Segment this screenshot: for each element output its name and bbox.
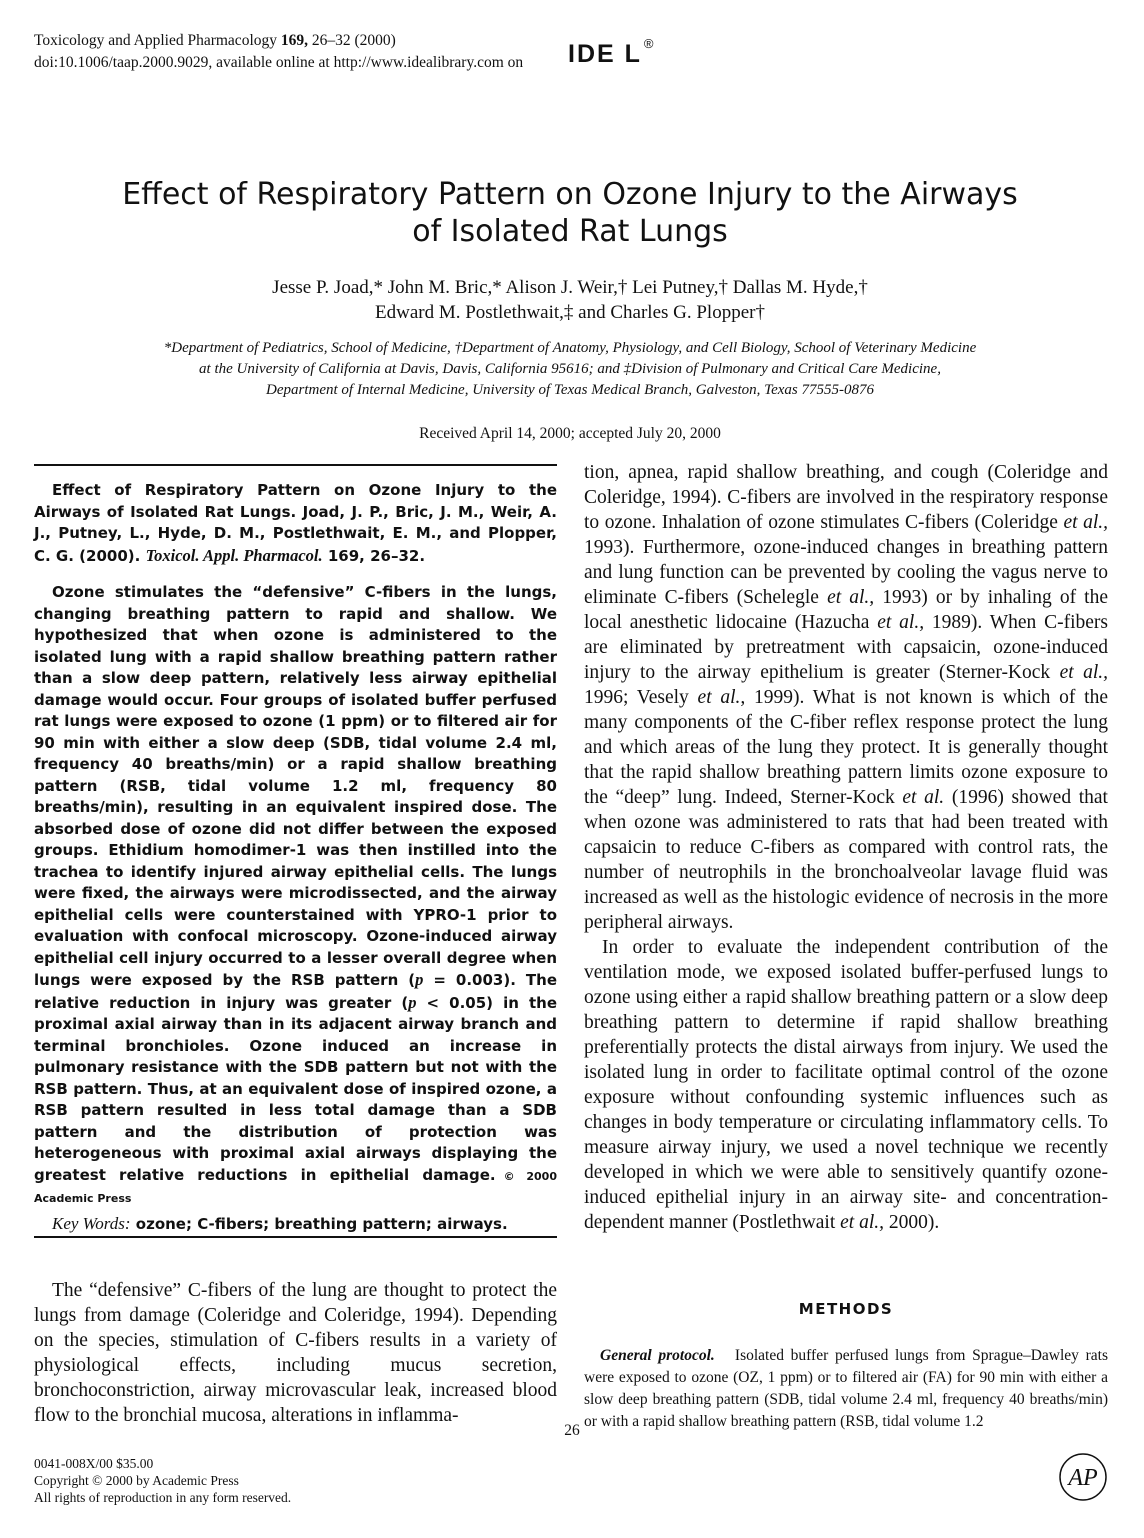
article-title: [60, 176, 1080, 250]
abstract-body-part-3: < 0.05) in the proximal axial airway than in its adjacent airway branch and terminal bronchioles. Ozone induced an increase in pulmonary resistance with the SDB pattern but not with the RSB pattern. Thus, at an equivalent dose of inspired ozone, a RSB pattern resulted in less total damage than a SDB pattern and the distribution of protection was heterogeneous with proximal axial airways displaying the greatest relative reductions in epithelial damage.: [34, 993, 557, 1184]
text-run: 1989). When C-fibers are eliminated by pretreatment with capsaicin, ozone-induced injury to the airway epithelium is greater (Sterner-Kock: [584, 612, 1108, 683]
key-words-label: Key Words:: [52, 1213, 131, 1233]
authors-line-2: Edward M. Postlethwait,‡ and Charles G. Plopper†: [375, 302, 765, 323]
intro-left-column: [34, 1278, 557, 1428]
et-al: et al.,: [1059, 662, 1108, 683]
registered-mark: ®: [643, 36, 656, 51]
received-dates: Received April 14, 2000; accepted July 20, 2000: [419, 425, 721, 442]
affil-line-2: at the University of California at Davis, Davis, California 95616; and ‡Division of Pulmonary and Critical Care Medicine,: [199, 361, 941, 377]
intro-paragraph-continued: [584, 460, 1108, 935]
affil-line-3: Department of Internal Medicine, University of Texas Medical Branch, Galveston, Texas 77555-0876: [266, 382, 874, 398]
abstract-body-part-2: = 0.003). The relative reduction in injury was greater (: [34, 971, 557, 1012]
text-run: 1993). Furthermore, ozone-induced changes in breathing pattern and lung function can be prevented by cooling the vagus nerve to eliminate C-fibers (Schelegle: [584, 537, 1108, 608]
et-al: et al.,: [827, 587, 875, 608]
text-run: 1993) or by inhaling of the local anesthetic lidocaine (Hazucha: [584, 587, 1108, 633]
citation-text: Effect of Respiratory Pattern on Ozone Injury to the Airways of Isolated Rat Lungs. Joad, J. P., Bric, J. M., Weir, A. J., Putney, L., Hyde, D. M., Postlethwait, E. M., and Plopper, C. G. (2000).: [34, 481, 557, 565]
affil-line-1: *Department of Pediatrics, School of Medicine, †Department of Anatomy, Physiology, and Cell Biology, School of Veterinary Medicine: [163, 340, 977, 356]
svg-text:AP: AP: [1068, 1465, 1098, 1491]
et-al: et al.: [902, 787, 945, 808]
ideal-logo-text: IDE L: [568, 40, 642, 68]
footer-copyright-line: Copyright © 2000 by Academic Press: [34, 1473, 239, 1488]
key-words-list: ozone; C-fibers; breathing pattern; airways.: [135, 1214, 508, 1233]
academic-press-logo-icon: [1058, 1452, 1108, 1502]
et-al: et al.,: [840, 1212, 885, 1233]
page-number: 26: [564, 1422, 580, 1439]
general-protocol-text: Isolated buffer perfused lungs from Sprague–Dawley rats were exposed to ozone (OZ, 1 ppm) or to filtered air (FA) for 90 min with either a slow deep breathing pattern (SDB, tidal volume 2.4 ml, frequency 40 breaths/min) or with a rapid shallow breathing pattern (RSB, tidal volume 1.2: [584, 1347, 1109, 1430]
affiliations: [60, 338, 1080, 401]
journal-header: [34, 30, 523, 74]
doi-line: doi:10.1006/taap.2000.9029, available online at http://www.idealibrary.com on: [34, 54, 524, 71]
text-run: In order to evaluate the independent contribution of the ventilation mode, we exposed isolated buffer-perfused lungs to ozone using either a rapid shallow breathing pattern or a slow deep breathing pattern to determine if rapid shallow breathing preferentially protects the distal airways from injury. We used the isolated lung in order to facilitate optimal control of the ozone exposure without confounding systemic influences such as changes in body temperature or circulating inflammatory cells. To measure airway injury, we used a novel technique we recently developed in which we were able to sensitively quantify ozone-induced epithelial injury in an airway site- and concentration-dependent manner (Postlethwait: [584, 937, 1108, 1233]
p-symbol: p: [408, 992, 417, 1012]
abstract-bottom-rule: [34, 1236, 557, 1238]
citation-journal: Toxicol. Appl. Pharmacol.: [145, 545, 323, 565]
academic-press-logo: [1058, 1452, 1108, 1502]
abstract-body: [34, 582, 557, 1210]
et-al: et al.,: [877, 612, 925, 633]
authors-line-1: Jesse P. Joad,* John M. Bric,* Alison J. Weir,† Lei Putney,† Dallas M. Hyde,†: [272, 277, 868, 298]
ideal-logo: [568, 36, 656, 69]
text-run: 1999). What is not known is which of the many components of the C-fiber reflex response protect the lung and which areas of the lung they protect. It is generally thought that the rapid shallow breathing pattern limits ozone exposure to the “deep” lung. Indeed, Sterner-Kock: [584, 687, 1108, 808]
citation-volume: 169,: [327, 546, 365, 565]
text-run: (1996) showed that when ozone was administered to rats that had been treated with capsaicin to reduce C-fibers as compared with control rats, the number of neutrophils in the bronchoalveolar lavage fluid was increased as well as the histologic evidence of necrosis in the more peripheral airways.: [584, 787, 1108, 933]
authors: [60, 275, 1080, 325]
text-run: 1996; Vesely: [584, 687, 698, 708]
abstract-copyright: © 2000 Academic Press: [34, 1169, 557, 1205]
et-al: et al.,: [1063, 512, 1109, 533]
et-al: et al.,: [697, 687, 746, 708]
footer-copyright: [34, 1455, 291, 1506]
intro-paragraph-1: The “defensive” C-fibers of the lung are thought to protect the lungs from damage (Coleridge and Coleridge, 1994). Depending on the species, stimulation of C-fibers results in a variety of physiological effects, including mucus secretion, bronchoconstriction, airway microvascular leak, increased blood flow to the bronchial mucosa, alterations in inflamma-: [34, 1280, 557, 1426]
journal-name: Toxicology and Applied Pharmacology: [34, 32, 277, 49]
abstract-citation: [34, 480, 557, 567]
general-protocol-label: General protocol.: [600, 1347, 715, 1364]
intro-paragraph-2: [584, 935, 1108, 1235]
abstract-body-part-1: Ozone stimulates the “defensive” C-fibers in the lungs, changing breathing pattern to rapid and shallow. We hypothesized that when ozone is administered to the isolated lung with a rapid shallow breathing pattern rather than a slow deep pattern, relatively less airway epithelial damage would occur. Four groups of isolated buffer perfused rat lungs were exposed to ozone (1 ppm) or to filtered air for 90 min with either a slow deep (SDB, tidal volume 2.4 ml, frequency 40 breaths/min) or a rapid shallow breathing pattern (RSB, tidal volume 1.2 ml, frequency 80 breaths/min), resulting in an equivalent inspired dose. The absorbed dose of ozone did not differ between the exposed groups. Ethidium homodimer-1 was then instilled into the trachea to identify injured airway epithelial cells. The lungs were fixed, the airways were microdissected, and the airway epithelial cells were counterstained with YPRO-1 prior to evaluation with confocal microscopy. Ozone-induced airway epithelial cell injury occurred to a lesser overall degree when lungs were exposed by the RSB pattern (: [34, 583, 557, 989]
p-symbol: p: [415, 970, 424, 989]
abstract-top-rule: [34, 464, 557, 466]
title-line-1: Effect of Respiratory Pattern on Ozone Injury to the Airways: [122, 177, 1018, 212]
text-run: 2000).: [884, 1212, 940, 1233]
general-protocol: [584, 1345, 1108, 1433]
journal-pages: 26–32 (2000): [311, 32, 396, 49]
footer-price: 0041-008X/00 $35.00: [34, 1456, 154, 1471]
text-run: tion, apnea, rapid shallow breathing, and cough (Coleridge and Coleridge, 1994). C-fibers are involved in the respiratory response to ozone. Inhalation of ozone stimulates C-fibers (Coleridge: [584, 462, 1108, 533]
methods-heading: METHODS: [798, 1300, 894, 1318]
abstract: [34, 480, 557, 1235]
key-words: [34, 1213, 557, 1236]
title-line-2: of Isolated Rat Lungs: [412, 214, 728, 249]
citation-pages: 26–32.: [370, 546, 426, 565]
footer-rights: All rights of reproduction in any form reserved.: [34, 1490, 292, 1505]
journal-volume: 169,: [280, 32, 308, 49]
right-column: [584, 460, 1108, 1235]
